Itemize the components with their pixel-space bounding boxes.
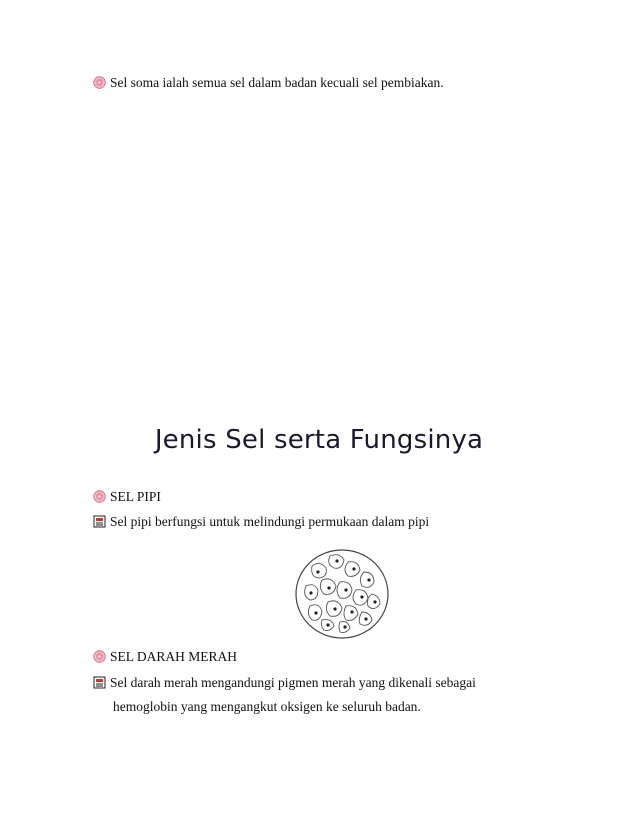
sel-pipi-heading: SEL PIPI xyxy=(110,489,161,504)
sel-darah-description-line2: hemoglobin yang mengangkut oksigen ke seluruh badan. xyxy=(113,699,421,714)
sel-pipi-description: Sel pipi berfungsi untuk melindungi permukaan dalam pipi xyxy=(110,514,430,529)
card-bullet-icon xyxy=(93,515,106,528)
sel-darah-heading: SEL DARAH MERAH xyxy=(110,649,238,664)
flower-bullet-icon xyxy=(93,76,106,89)
soma-text: Sel soma ialah semua sel dalam badan kecuali sel pembiakan. xyxy=(110,75,444,90)
flower-bullet-icon xyxy=(93,490,106,503)
bullet-sel-darah-desc xyxy=(93,676,476,690)
bullet-soma xyxy=(93,76,444,90)
card-bullet-icon xyxy=(93,676,106,689)
bullet-sel-pipi xyxy=(93,490,161,504)
bullet-sel-pipi-desc xyxy=(93,515,429,529)
sel-darah-description-line1: Sel darah merah mengandungi pigmen merah yang dikenali sebagai xyxy=(110,675,476,690)
bullet-sel-darah xyxy=(93,650,237,664)
page-title: Jenis Sel serta Fungsinya xyxy=(154,425,484,455)
cheek-cell-figure xyxy=(292,546,392,640)
flower-bullet-icon xyxy=(93,650,106,663)
